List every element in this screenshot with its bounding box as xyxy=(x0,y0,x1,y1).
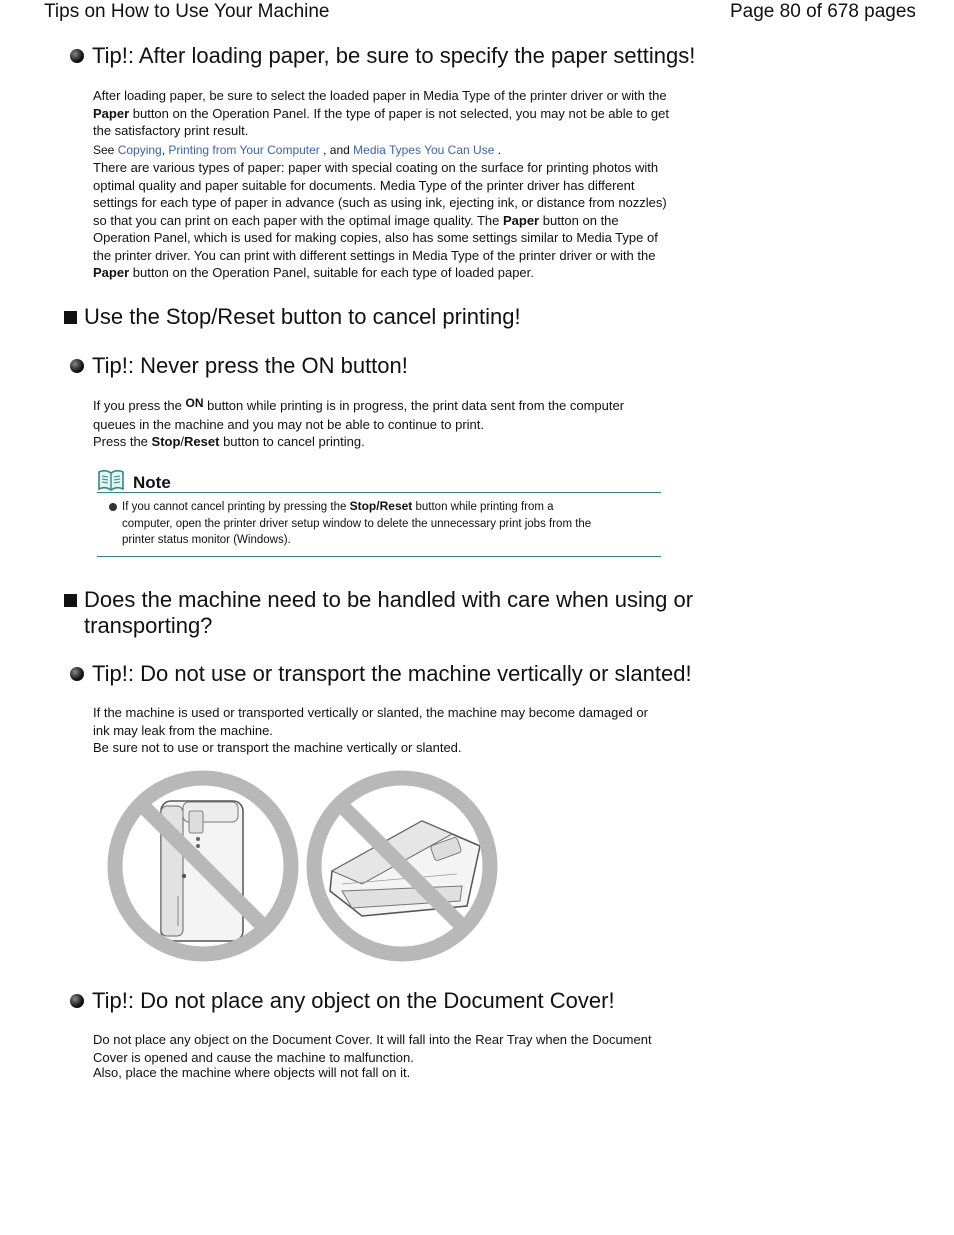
book-icon xyxy=(97,469,125,491)
tip3-heading-row xyxy=(70,661,692,687)
note-header xyxy=(97,467,661,491)
section2-heading: Does the machine need to be handled with care when using or transporting? xyxy=(84,587,694,638)
note-text: If you cannot cancel printing by pressing the Stop/Reset button while printing from a computer, open the printer driver setup window to delete the unnecessary print jobs from the printer status monitor (Windows). xyxy=(122,499,592,546)
square-bullet-icon xyxy=(64,594,77,607)
tip1-heading: Tip!: After loading paper, be sure to specify the paper settings! xyxy=(92,43,696,68)
tip4-heading-row xyxy=(70,988,615,1014)
link-copying[interactable]: Copying xyxy=(117,143,162,157)
see-also-links: See Copying, Printing from Your Computer , and Media Types You Can Use . xyxy=(93,143,502,157)
tip2-paragraph: If you press the ON button while printing is in progress, the print data sent from the computer queues in the machine and you may not be able to continue to print. Press the Stop/Reset button to cancel printing. xyxy=(93,396,625,449)
tip1-paragraph2: There are various types of paper: paper with special coating on the surface for printing photos with optimal quality and paper suitable for documents. Media Type of the printer driver has different settings for each type of paper in advance (such as using ink, ejecting ink, or distance from nozzles) so that you can print on each paper with the optimal image quality. The Paper button on the Operation Panel, which is used for making copies, also has some settings similar to Media Type of the printer driver. You can print with different settings in Media Type of the printer driver or with the Paper button on the Operation Panel, suitable for each type of loaded paper. xyxy=(93,160,667,280)
tip1-paragraph1: After loading paper, be sure to select the loaded paper in Media Type of the printer driver or with the Paper button on the Operation Panel. If the type of paper is not selected, you may not be able to get the satisfactory print result. xyxy=(93,88,669,138)
circle-bullet-icon xyxy=(70,359,84,373)
tip3-paragraph: If the machine is used or transported vertically or slanted, the machine may become damaged or ink may leak from the machine. Be sure not to use or transport the machine vertically or slanted. xyxy=(93,705,648,755)
note-content xyxy=(97,492,661,557)
tip2-heading: Tip!: Never press the ON button! xyxy=(92,353,408,378)
circle-bullet-icon xyxy=(70,49,84,63)
tip2-heading-row xyxy=(70,353,408,379)
square-bullet-icon xyxy=(64,311,77,324)
note-title: Note xyxy=(133,473,171,492)
tip4-heading: Tip!: Do not place any object on the Document Cover! xyxy=(92,988,615,1013)
section1-heading: Use the Stop/Reset button to cancel printing! xyxy=(84,304,521,329)
tip3-heading: Tip!: Do not use or transport the machine vertically or slanted! xyxy=(92,661,692,686)
prohibited-vertical-machine-illustration xyxy=(103,766,303,966)
document-title: Tips on How to Use Your Machine xyxy=(44,1,330,22)
circle-bullet-icon xyxy=(70,994,84,1008)
page-indicator: Page 80 of 678 pages xyxy=(730,1,916,22)
section2-heading-row xyxy=(64,587,693,639)
tip1-heading-row xyxy=(70,43,695,69)
prohibited-slanted-machine-illustration xyxy=(302,766,502,966)
note-box xyxy=(97,467,661,557)
link-media-types[interactable]: Media Types You Can Use xyxy=(353,143,495,157)
circle-bullet-icon xyxy=(70,667,84,681)
tip4-paragraph: Do not place any object on the Document Cover. It will fall into the Rear Tray when the Document Cover is opened and cause the machine to malfunction. Also, place the machine where objects will not fall on it. xyxy=(93,1032,652,1080)
note-bullet-icon xyxy=(109,503,117,511)
section1-heading-row xyxy=(64,304,521,330)
link-printing-from-computer[interactable]: Printing from Your Computer xyxy=(168,143,320,157)
